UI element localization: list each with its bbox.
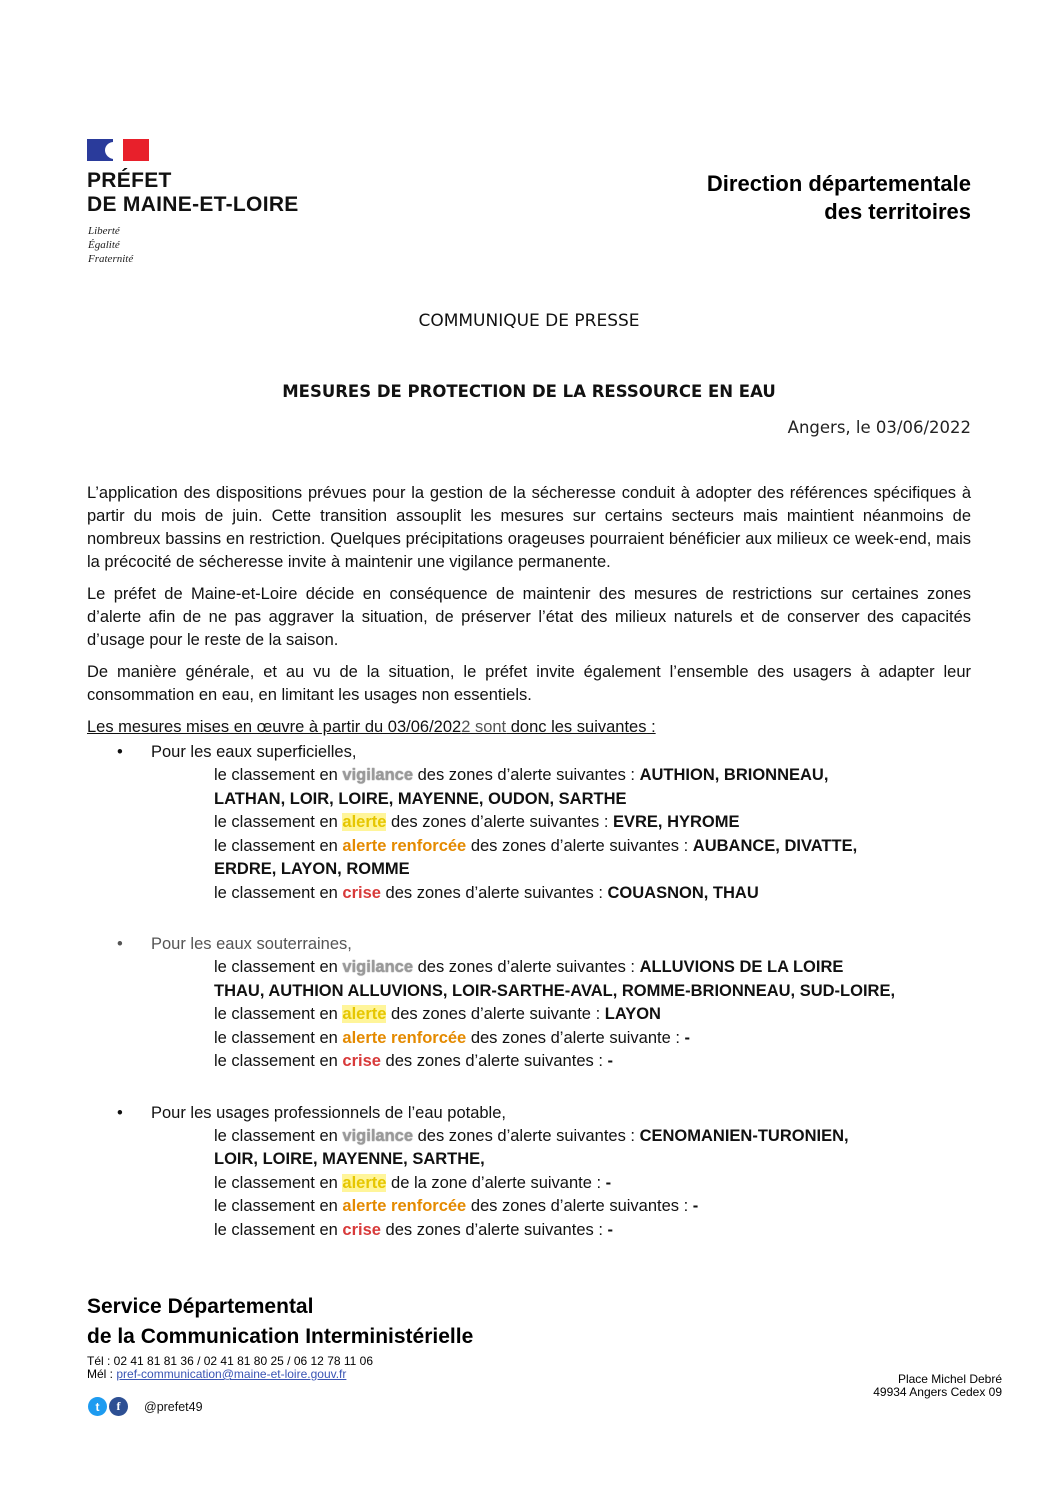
- prefecture-brand: [87, 169, 299, 217]
- address-line-2: 49934 Angers Cedex 09: [873, 1385, 1002, 1399]
- bullet-icon: •: [117, 743, 123, 761]
- classification-row: [214, 1195, 971, 1219]
- classification-prefix: le classement en: [214, 883, 343, 902]
- flag-red-band: [123, 139, 149, 161]
- motto-liberte: Liberté: [88, 225, 120, 237]
- lead-text-4: :: [646, 718, 656, 736]
- contact-block: [87, 1355, 373, 1381]
- paragraph-invitation: De manière générale, et au vu de la situation, le préfet invite également l’ensemble des usagers à adapter leur consommation en eau, en limitant les usages non essentiels.: [87, 663, 971, 704]
- classification-mid: de la zone d’alerte suivante :: [386, 1173, 606, 1192]
- classification-prefix: le classement en: [214, 1052, 343, 1070]
- level-vigilance: vigilance: [342, 766, 414, 784]
- dateline: Angers, le 03/06/2022: [787, 418, 971, 437]
- classification-row: [214, 956, 971, 980]
- level-alerte: alerte: [342, 1173, 387, 1192]
- lead-text-3: donc les suivantes: [506, 718, 647, 736]
- brand-line-1: PRÉFET: [87, 169, 172, 192]
- zone-list: EVRE, HYROME: [612, 813, 740, 831]
- paragraph-decision: Le préfet de Maine-et-Loire décide en conséquence de maintenir des mesures de restrictions sur certaines zones d’alerte afin de ne pas aggraver la situation, de préserver l’état des milieux naturels et de conserver des capacités d’usage pour le reste de la saison.: [87, 585, 971, 649]
- zone-list: -: [605, 1173, 612, 1192]
- lead-text-2: 2 sont: [461, 718, 507, 736]
- zone-list-continued: THAU, AUTHION ALLUVIONS, LOIR-SARTHE-AVAL, ROMME-BRIONNEAU, SUD-LOIRE,: [214, 981, 896, 1000]
- classification-row: [214, 764, 971, 788]
- measure-group: [87, 933, 971, 1074]
- level-renforcee: alerte renforcée: [342, 836, 467, 855]
- zone-list-continued: LATHAN, LOIR, LOIRE, MAYENNE, OUDON, SARTHE: [214, 789, 627, 808]
- measure-group: [87, 741, 971, 905]
- lead-text-1: Les mesures mises en œuvre à partir du 03/06/202: [87, 718, 462, 736]
- zone-list: -: [607, 1220, 613, 1239]
- motto-fraternite: Fraternité: [88, 253, 134, 265]
- classification-prefix: le classement en: [214, 1197, 343, 1215]
- social-links: [88, 1397, 203, 1416]
- classification-mid: des zones d’alerte suivantes :: [380, 1052, 608, 1070]
- zone-list: AUBANCE, DIVATTE,: [692, 836, 858, 855]
- level-renforcee: alerte renforcée: [342, 1197, 467, 1215]
- classification-prefix: le classement en: [214, 813, 343, 831]
- level-vigilance: vigilance: [342, 958, 414, 976]
- direction-line-1: Direction départementale: [706, 171, 971, 196]
- republic-motto: [88, 224, 133, 266]
- press-release-body: [87, 482, 971, 1270]
- email-link[interactable]: pref-communication@maine-et-loire.gouv.fr: [116, 1367, 347, 1381]
- classification-mid: des zones d’alerte suivante :: [386, 1005, 605, 1023]
- zone-list: CENOMANIEN-TURONIEN,: [639, 1126, 849, 1145]
- zone-list: ALLUVIONS DE LA LOIRE: [639, 958, 844, 976]
- measures-lead: [87, 716, 971, 739]
- direction-heading: [707, 170, 971, 226]
- level-crise: crise: [342, 883, 381, 902]
- classification-list: [87, 1125, 971, 1243]
- classification-mid: des zones d’alerte suivantes :: [413, 958, 640, 976]
- service-line-1: Service Départemental: [87, 1295, 314, 1318]
- classification-prefix: le classement en: [214, 766, 343, 784]
- classification-mid: des zones d’alerte suivantes :: [466, 1197, 693, 1215]
- social-handle: @prefet49: [144, 1399, 203, 1414]
- group-title: Pour les usages professionnels de l’eau potable,: [151, 1103, 506, 1122]
- zone-list: -: [607, 1052, 613, 1070]
- marianne-profile-icon: [105, 142, 123, 159]
- classification-row: [214, 1003, 971, 1027]
- zone-list: LAYON: [604, 1005, 661, 1023]
- motto-egalite: Égalité: [88, 239, 120, 251]
- marianne-logo-flag: [87, 139, 149, 161]
- classification-row: [214, 811, 971, 835]
- brand-line-2: DE MAINE-ET-LOIRE: [87, 193, 299, 216]
- measure-group: [87, 1102, 971, 1243]
- bullet-icon: •: [117, 1103, 123, 1122]
- classification-row: [214, 1172, 971, 1196]
- level-crise: crise: [342, 1052, 381, 1070]
- zone-list-continued: ERDRE, LAYON, ROMME: [214, 860, 410, 878]
- level-alerte: alerte: [342, 1005, 387, 1023]
- headline: MESURES DE PROTECTION DE LA RESSOURCE EN EAU: [282, 382, 776, 401]
- zone-list-continued: LOIR, LOIRE, MAYENNE, SARTHE,: [214, 1150, 485, 1168]
- measure-groups: [87, 741, 971, 1242]
- zone-list: COUASNON, THAU: [607, 883, 759, 902]
- bullet-icon: •: [117, 935, 123, 953]
- classification-prefix: le classement en: [214, 1126, 343, 1145]
- classification-prefix: le classement en: [214, 1005, 343, 1023]
- email-label: Mél :: [87, 1367, 117, 1381]
- classification-row: [214, 882, 971, 906]
- document-kind: COMMUNIQUE DE PRESSE: [418, 311, 640, 331]
- classification-row: [214, 1219, 971, 1243]
- twitter-icon[interactable]: t: [88, 1397, 107, 1416]
- postal-address: [873, 1373, 1002, 1399]
- classification-list: [87, 764, 971, 905]
- classification-mid: des zones d’alerte suivantes :: [413, 766, 640, 784]
- address-line-1: Place Michel Debré: [897, 1372, 1002, 1386]
- level-alerte: alerte: [342, 813, 387, 831]
- facebook-icon[interactable]: f: [109, 1397, 128, 1416]
- zone-list: -: [684, 1028, 691, 1047]
- paragraph-context: L’application des dispositions prévues pour la gestion de la sécheresse conduit à adopter des références spécifiques à partir du mois de juin. Cette transition assouplit les mesures sur certains secteurs mais maintient néanmoins de nombreux bassins en restriction. Quelques précipitations orageuses pourraient bénéficier aux milieux ce week-end, mais la précocité de sécheresse invite à maintenir une vigilance permanente.: [87, 484, 971, 571]
- classification-mid: des zones d’alerte suivantes :: [413, 1126, 640, 1145]
- classification-row: [214, 835, 971, 859]
- group-title: Pour les eaux souterraines,: [151, 935, 352, 953]
- classification-prefix: le classement en: [214, 1220, 343, 1239]
- classification-mid: des zones d’alerte suivantes :: [380, 1220, 608, 1239]
- level-crise: crise: [342, 1220, 381, 1239]
- classification-row: [214, 1125, 971, 1149]
- classification-prefix: le classement en: [214, 1028, 343, 1047]
- classification-mid: des zones d’alerte suivantes :: [380, 883, 608, 902]
- phone-numbers: Tél : 02 41 81 81 36 / 02 41 81 80 25 / 06 12 78 11 06: [87, 1354, 374, 1368]
- group-title: Pour les eaux superficielles,: [151, 743, 357, 761]
- classification-mid: des zones d’alerte suivantes :: [386, 813, 613, 831]
- service-name: [87, 1292, 473, 1352]
- direction-line-2: des territoires: [824, 199, 971, 224]
- classification-list: [87, 956, 971, 1074]
- level-renforcee: alerte renforcée: [342, 1028, 467, 1047]
- zone-list: -: [692, 1197, 699, 1215]
- classification-row: [214, 1050, 971, 1074]
- email-line: [87, 1368, 373, 1381]
- classification-row: [214, 1027, 971, 1051]
- classification-mid: des zones d’alerte suivante :: [466, 1028, 685, 1047]
- zone-list: AUTHION, BRIONNEAU,: [639, 766, 829, 784]
- classification-prefix: le classement en: [214, 1173, 343, 1192]
- service-line-2: de la Communication Interministérielle: [87, 1325, 474, 1348]
- level-vigilance: vigilance: [342, 1126, 414, 1145]
- classification-prefix: le classement en: [214, 958, 343, 976]
- classification-mid: des zones d’alerte suivantes :: [466, 836, 693, 855]
- classification-prefix: le classement en: [214, 836, 343, 855]
